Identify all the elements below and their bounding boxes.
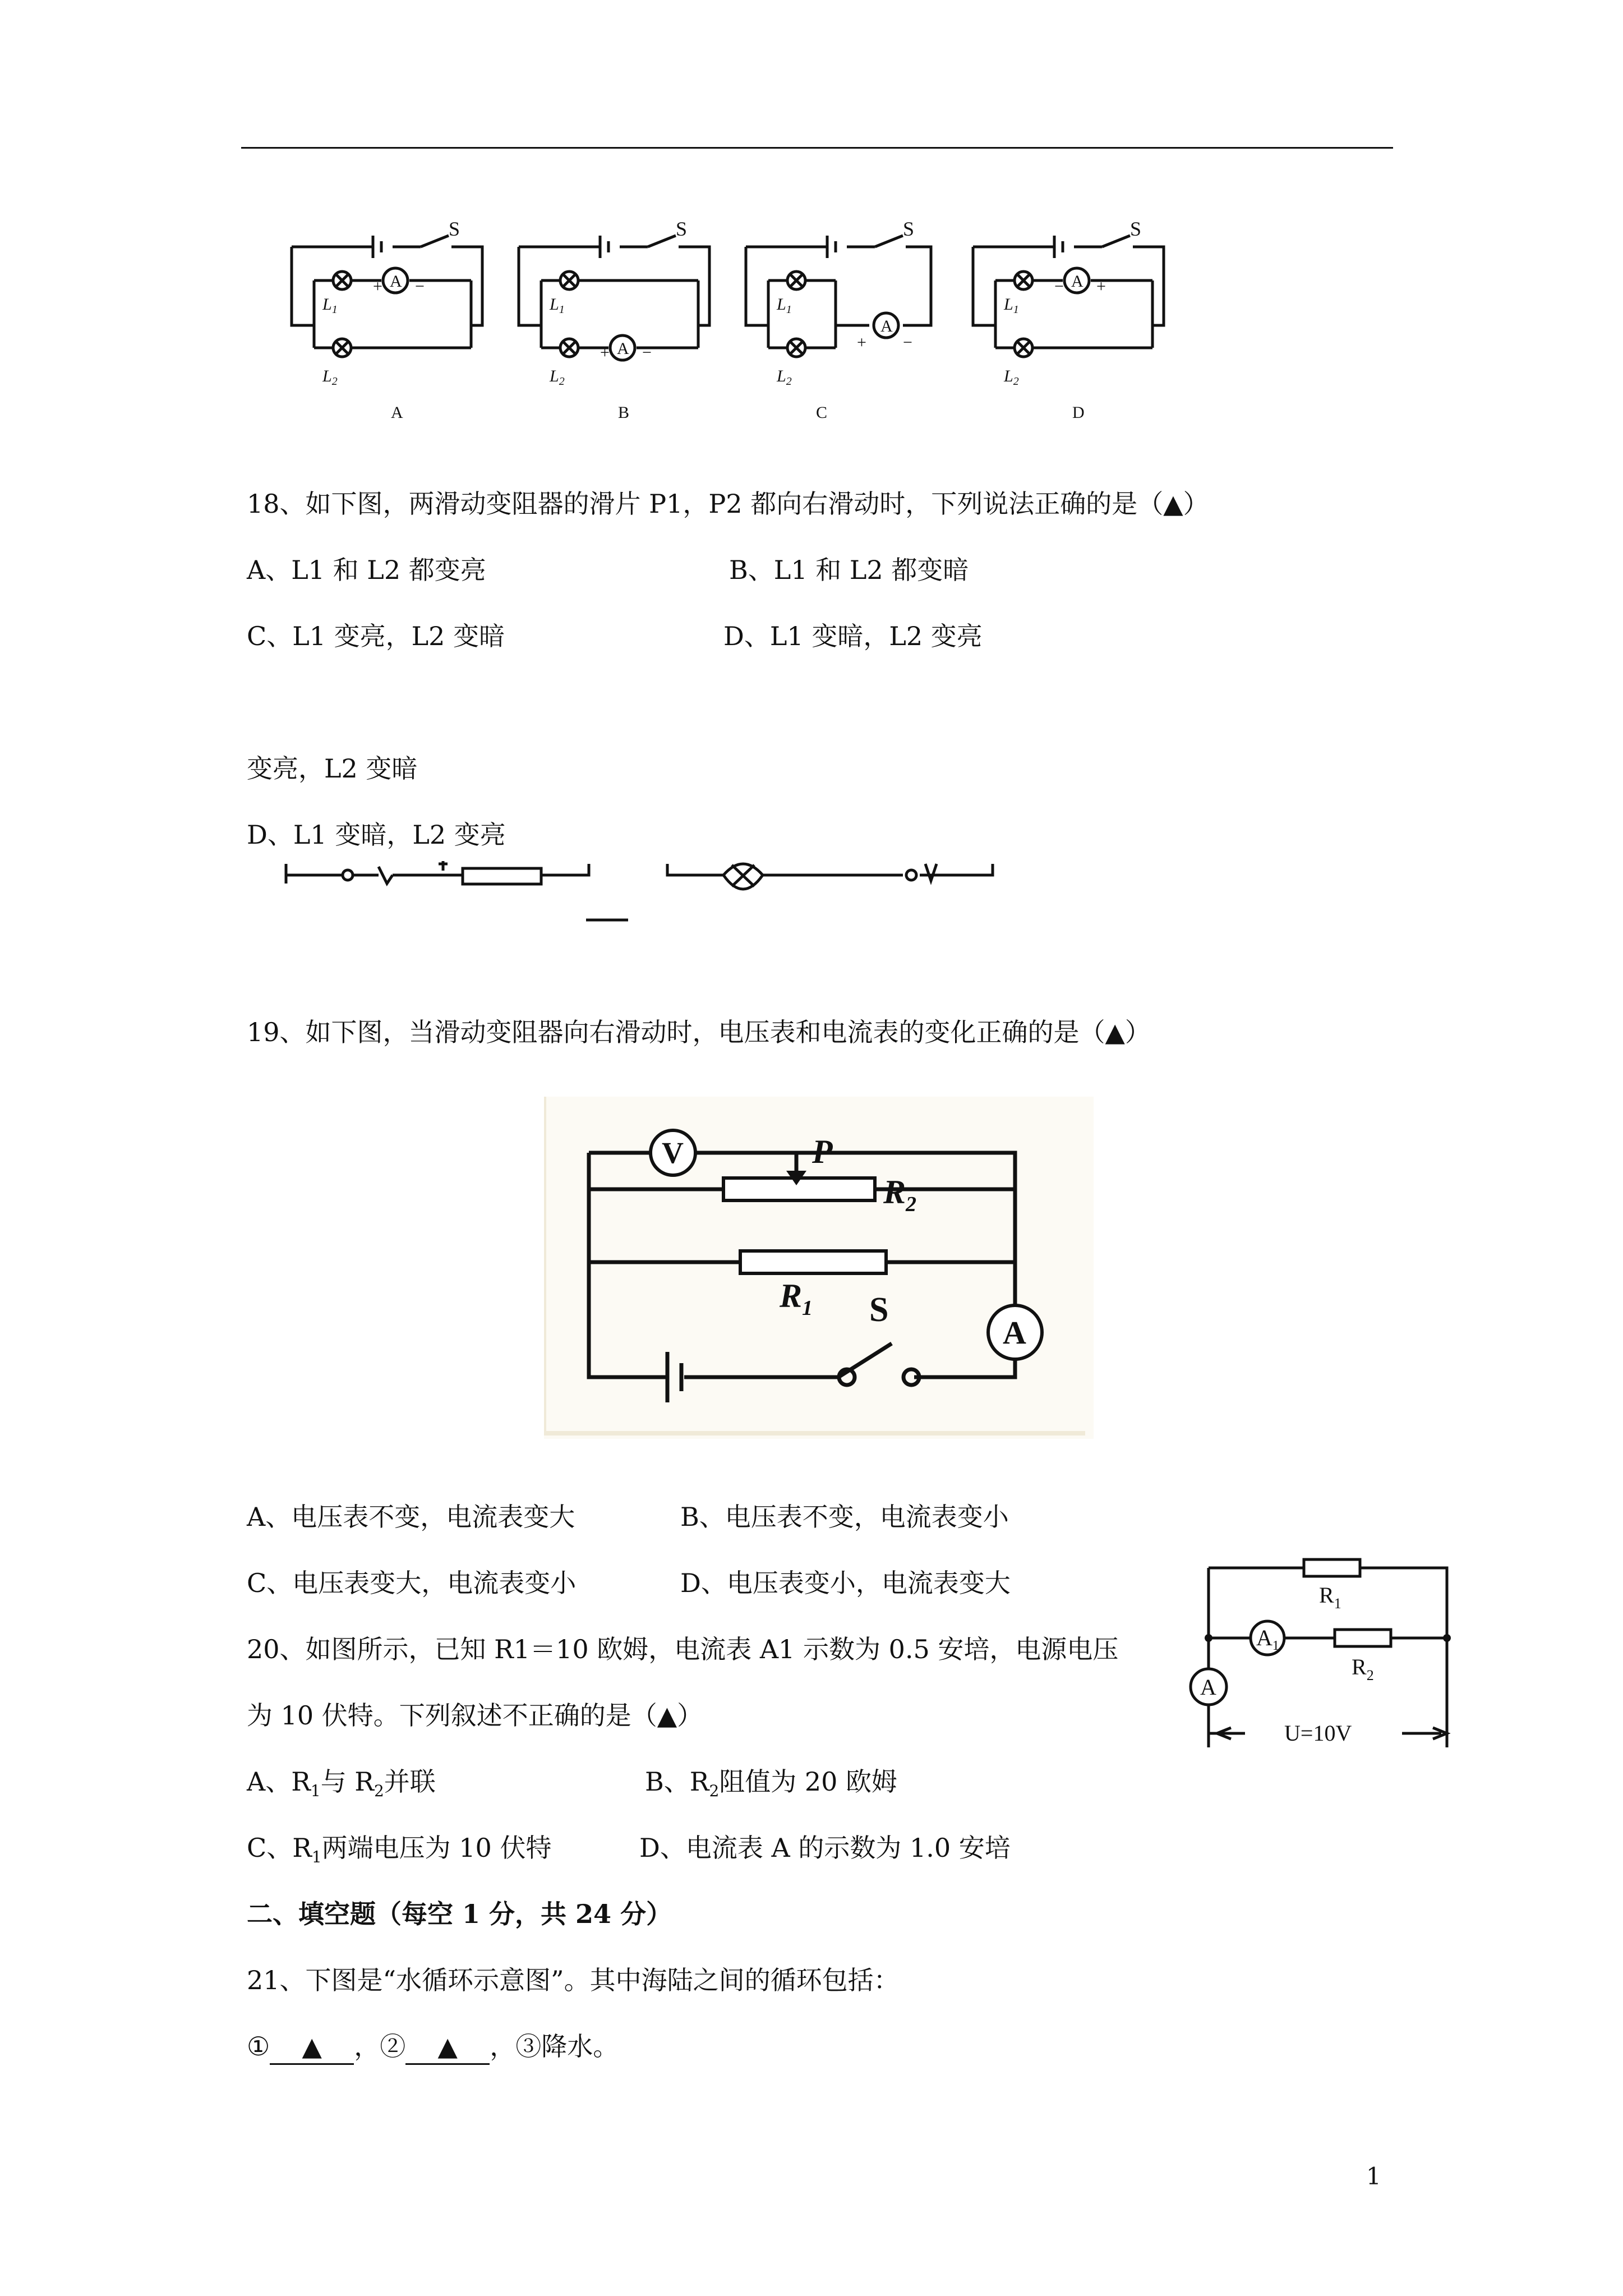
q20-ammeter-label: A — [1200, 1674, 1216, 1700]
svg-text:A1: $A_1$ — [1256, 1625, 1279, 1653]
q18-stray-line: 变亮，L2 变暗 — [247, 753, 418, 784]
q18-option-c: C、L1 变亮，L2 变暗 — [247, 621, 505, 651]
svg-text:R1: $R_1$ — [1319, 1582, 1341, 1612]
svg-text:L2: $L_2$ — [1004, 367, 1019, 388]
svg-text:L1: $L_1$ — [777, 295, 792, 316]
q19-circuit-figure — [544, 1097, 1094, 1439]
svg-text:L1: $L_1$ — [1004, 295, 1019, 316]
q17-label-a: A — [391, 403, 403, 422]
q19-slider-label: P — [812, 1133, 833, 1170]
svg-text:R1: $R_1$ — [780, 1277, 813, 1320]
svg-text:−: − — [415, 277, 425, 296]
q17-circuit-figures — [269, 213, 1223, 432]
q19-voltmeter-label: V — [662, 1136, 684, 1170]
q19-option-b: B、电压表不变，电流表变小 — [680, 1502, 1009, 1532]
q21-stem: 21、下图是“水循环示意图”。其中海陆之间的循环包括： — [247, 1965, 900, 1995]
svg-text:R2: $R_2$ — [1352, 1654, 1374, 1683]
q18-stem: 18、如下图，两滑动变阻器的滑片 P1，P2 都向右滑动时，下列说法正确的是（▲） — [247, 489, 1209, 519]
svg-text:S: S — [903, 218, 915, 240]
page-number: 1 — [1366, 2162, 1381, 2190]
svg-text:L2: $L_2$ — [550, 367, 565, 388]
q20-option-b: B、$R_2$阻值为 20 欧姆 — [645, 1766, 898, 1801]
q19-ammeter-label: A — [1003, 1314, 1026, 1351]
header-rule — [241, 147, 1393, 149]
svg-text:R2: $R_2$ — [883, 1174, 917, 1216]
svg-text:L2: $L_2$ — [777, 367, 792, 388]
q18-stray-option-d: D、L1 变暗，L2 变亮 — [247, 820, 506, 850]
q18-circuit-fragment — [280, 858, 1009, 926]
q18-option-b: B、L1 和 L2 都变暗 — [729, 555, 969, 585]
q17-label-c: C — [816, 403, 828, 422]
svg-text:S: S — [1130, 218, 1142, 240]
q20-voltage-label: U=10V — [1284, 1720, 1352, 1746]
q18-option-a: A、L1 和 L2 都变亮 — [247, 555, 486, 585]
q17-a-switch: S — [449, 218, 460, 240]
q19-option-a: A、电压表不变，电流表变大 — [247, 1502, 575, 1532]
q20-stem-line1: 20、如图所示，已知 R1＝10 欧姆，电流表 A1 示数为 0.5 安培，电源电压 — [247, 1634, 1119, 1664]
q21-blank-1[interactable]: ▲ — [270, 2030, 354, 2065]
q19-option-c: C、电压表变大，电流表变小 — [247, 1568, 577, 1598]
svg-text:+: + — [857, 333, 866, 352]
q17-label-b: B — [618, 403, 630, 422]
q20-option-a: A、$R_1$与 $R_2$并联 — [247, 1766, 436, 1801]
svg-text:S: S — [676, 218, 688, 240]
svg-text:+: + — [600, 343, 610, 362]
svg-text:A: A — [1071, 272, 1083, 291]
q18-option-d: D、L1 变暗，L2 变亮 — [723, 621, 983, 651]
svg-text:−: − — [642, 343, 652, 362]
q17-label-d: D — [1072, 403, 1085, 422]
q21-blank-2[interactable]: ▲ — [405, 2030, 490, 2065]
svg-text:+: + — [1096, 277, 1106, 296]
q20-option-c: C、$R_1$两端电压为 10 伏特 — [247, 1833, 552, 1867]
svg-text:+: + — [373, 277, 382, 296]
svg-text:A: A — [880, 317, 893, 335]
section-heading-fill-in: 二、填空题（每空 1 分，共 24 分） — [247, 1899, 672, 1929]
svg-text:L2: $L_2$ — [322, 367, 338, 388]
svg-text:L1: $L_1$ — [322, 295, 338, 316]
svg-text:−: − — [1054, 277, 1064, 296]
q17-a-meter: A — [390, 272, 402, 291]
q19-stem: 19、如下图，当滑动变阻器向右滑动时，电压表和电流表的变化正确的是（▲） — [247, 1017, 1151, 1047]
svg-text:A: A — [617, 339, 629, 358]
svg-text:L1: $L_1$ — [550, 295, 565, 316]
q21-blanks: ① ▲ ，② ▲ ，③降水。 — [247, 2030, 619, 2065]
q19-switch-label: S — [869, 1291, 889, 1329]
q20-option-d: D、电流表 A 的示数为 1.0 安培 — [639, 1833, 1011, 1863]
svg-text:−: − — [903, 333, 912, 352]
q20-circuit-figure — [1183, 1540, 1464, 1764]
q20-stem-line2: 为 10 伏特。下列叙述不正确的是（▲） — [247, 1700, 703, 1731]
q19-option-d: D、电压表变小，电流表变大 — [680, 1568, 1011, 1598]
